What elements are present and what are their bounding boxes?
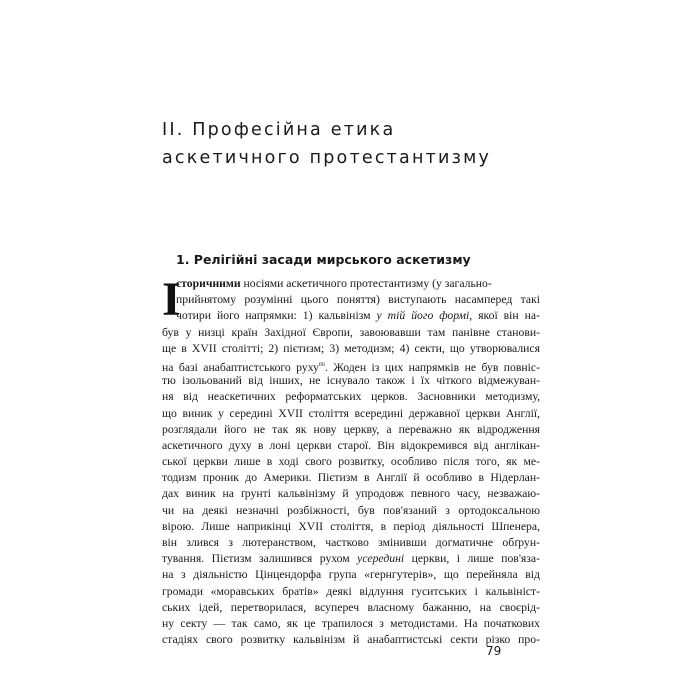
text-segment: тю ізольований від інших, не існувало також і їх чіткого відмежуван- — [162, 374, 540, 388]
text-segment: на базі анабаптистського руху — [162, 360, 319, 374]
text-line — [162, 632, 540, 648]
drop-cap: І — [162, 273, 181, 326]
italic-segment: у тій його формі — [376, 309, 470, 323]
text-segment: ських ідей, перетворилася, всупереч власному бажанню, на своєрід- — [162, 600, 540, 614]
italic-segment: усередині — [357, 552, 405, 566]
text-segment: тодизм проник до Америки. Пієтизм в Англії й особливо в Нідерлан- — [162, 471, 540, 485]
text-segment: , якої він на- — [469, 309, 541, 323]
section-title: 1. Релігійні засади мирського аскетизму — [176, 252, 471, 267]
bold-word: сторичними — [176, 277, 241, 290]
text-segment: був у низці країн Західної Європи, завоювавши там панівне станови- — [162, 325, 540, 339]
text-segment: розглядали його не так як нову церкву, а переважно як відродження — [162, 422, 540, 436]
chapter-title — [162, 116, 491, 172]
text-segment: . Жоден із цих напрямків не був повніс- — [324, 360, 540, 374]
text-segment: чи на деякі незначні розбіжності, був пов'язаний з ортодоксальною — [162, 503, 540, 517]
text-segment: ще в XVII столітті; 2) пієтизм; 3) методизм; 4) секти, що утворювалися — [162, 341, 540, 355]
text-segment: дах виник на ґрунті кальвінізму й упродовж певного часу, незважаю- — [162, 487, 540, 501]
text-segment: ну секту — так само, як це трапилося з методистами. На початкових — [162, 616, 540, 630]
text-segment: громади «моравських братів» деякі відлуння гуситських і кальвініст- — [162, 584, 540, 598]
text-line — [162, 373, 540, 389]
text-segment: аскетичного духу в лоні церкви старої. Він відокремився від англікан- — [162, 438, 540, 452]
chapter-title-line-2: аскетичного протестантизму — [162, 148, 492, 168]
text-line — [162, 470, 540, 486]
text-line — [162, 438, 540, 454]
text-line — [162, 503, 540, 519]
text-line — [162, 567, 540, 583]
text-line — [162, 486, 540, 502]
text-line-content — [176, 276, 540, 292]
body-text — [162, 273, 541, 648]
footnote-marker: 66 — [318, 361, 325, 368]
text-line — [162, 308, 540, 324]
chapter-title-line-1: II. Професійна етика — [162, 120, 396, 140]
text-segment: носіями аскетичного протестантизму (у загально- — [240, 277, 492, 290]
text-line — [162, 325, 540, 341]
text-segment: прийнятому розумінні цього поняття) виступають насамперед такі — [176, 293, 540, 307]
text-line — [162, 616, 540, 632]
text-segment: він злився з лютеранством, частково змінивши догматичне обґрун- — [162, 536, 540, 549]
text-segment: ської церкви лише в ході свого розвитку, особливо після того, як ме- — [162, 455, 540, 469]
text-line — [162, 357, 540, 373]
text-line — [162, 341, 540, 357]
text-line — [162, 422, 540, 438]
text-segment: що виник у середині XVII століття всередині державної церкви Англії, — [162, 406, 540, 420]
text-line — [162, 406, 540, 422]
text-segment: вірою. Лише наприкінці XVII століття, в період діяльності Шпенера, — [162, 519, 540, 533]
text-segment: стадіях свого розвитку кальвінізм й анабаптистські секти різко про- — [162, 633, 540, 647]
text-segment: на з діяльністю Цінцендорфа група «гернгутерів», що перейняла від — [162, 568, 540, 582]
page-number: 79 — [486, 644, 502, 658]
text-line — [162, 454, 540, 470]
text-line — [162, 519, 540, 535]
text-line — [162, 276, 540, 292]
text-line — [162, 600, 540, 616]
text-line — [162, 535, 540, 551]
text-segment: церкви, і лише пов'яза- — [404, 552, 540, 566]
text-line — [162, 389, 540, 405]
text-line — [162, 584, 540, 600]
text-line — [162, 551, 540, 567]
text-line — [162, 292, 540, 308]
text-segment: ня від неаскетичних реформатських церков. Засновники методизму, — [162, 390, 540, 404]
text-segment: чотири його напрямки: 1) кальвінізм — [176, 309, 377, 323]
text-segment: тування. Пієтизм залишився рухом — [162, 552, 358, 566]
